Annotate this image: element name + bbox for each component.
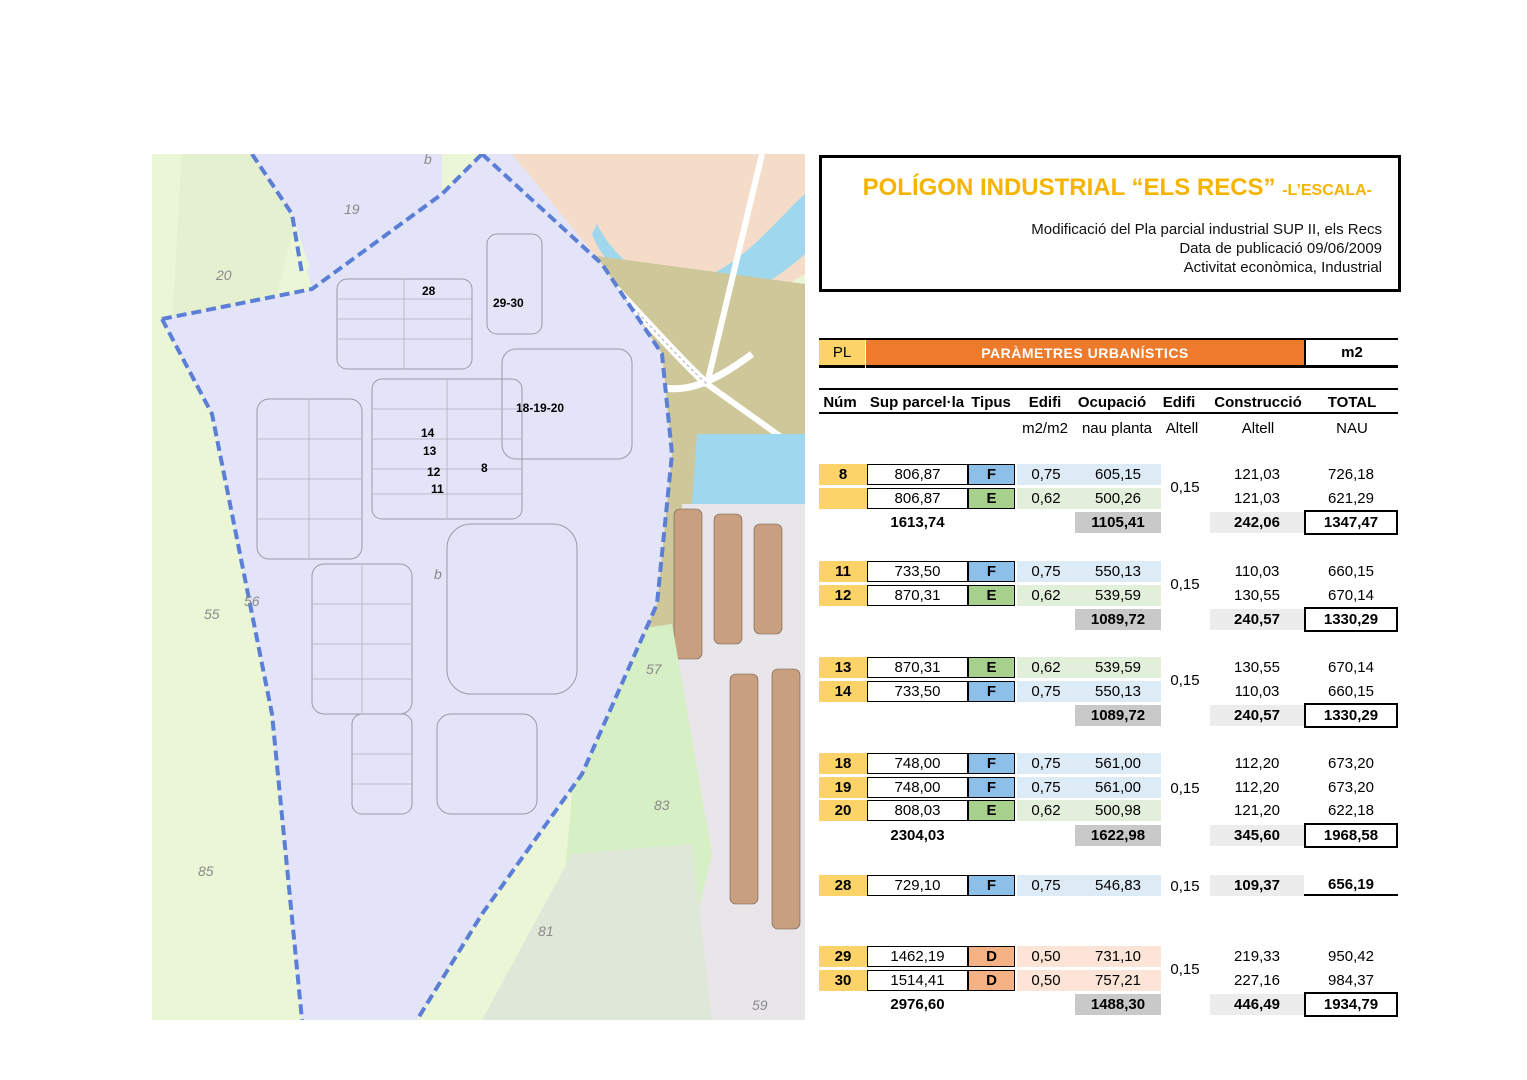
edificability: 0,75 <box>1017 753 1075 774</box>
header-unit: m2 <box>1306 340 1398 368</box>
subtitle-line-1: Modificació del Pla parcial industrial SUP II, els Recs <box>1031 221 1382 238</box>
sum-total: 1968,58 <box>1304 823 1398 848</box>
plot-type: F <box>968 875 1015 896</box>
building-total: 660,15 <box>1328 682 1374 700</box>
title-main: POLÍGON INDUSTRIAL “ELS RECS” <box>862 174 1276 201</box>
col-altell-unit: Altell <box>1165 420 1199 437</box>
plot-number: 12 <box>819 585 867 606</box>
sum-total: 1934,79 <box>1304 992 1398 1017</box>
sum-area <box>867 705 968 726</box>
mezzanine-edificability: 0,15 <box>1170 878 1200 896</box>
plot-number: 20 <box>819 800 867 821</box>
title-sub: -L’ESCALA- <box>1282 182 1372 199</box>
map-label-12: 12 <box>427 465 441 479</box>
cadastre-83: 83 <box>654 797 670 813</box>
col-construccio: Construcció <box>1214 394 1302 411</box>
sum-construction: 240,57 <box>1210 609 1304 630</box>
subtitle-line-3: Activitat econòmica, Industrial <box>1183 259 1382 276</box>
subtitle-line-2: Data de publicació 09/06/2009 <box>1179 240 1382 257</box>
plot-number: 8 <box>819 464 867 485</box>
sum-construction: 242,06 <box>1210 512 1304 533</box>
plot-area: 729,10 <box>867 875 968 896</box>
plot-type: E <box>968 800 1015 821</box>
occupation: 561,00 <box>1075 753 1161 774</box>
cadastre-57: 57 <box>646 661 662 677</box>
map-label-8: 8 <box>481 461 488 475</box>
plot-area: 733,50 <box>867 561 968 582</box>
building-total: 670,14 <box>1328 586 1374 604</box>
map-label-29-30: 29-30 <box>493 296 524 310</box>
plot-type: F <box>968 464 1015 485</box>
mezzanine-construction: 130,55 <box>1234 586 1280 604</box>
building-total: 660,15 <box>1328 563 1374 580</box>
map-label-14: 14 <box>421 426 435 440</box>
occupation: 605,15 <box>1075 464 1161 485</box>
col-tipus: Tipus <box>971 394 1011 411</box>
col-sup: Sup parcel·la <box>869 394 965 411</box>
cadastre-20: 20 <box>216 267 232 283</box>
edificability: 0,50 <box>1017 970 1075 991</box>
mezzanine-construction: 110,03 <box>1234 682 1280 700</box>
plot-number: 29 <box>819 946 867 967</box>
cadastre-81: 81 <box>538 923 554 939</box>
plot-number: 11 <box>819 561 867 582</box>
plot-type: F <box>968 777 1015 798</box>
col-total-unit: NAU <box>1336 420 1368 437</box>
plot-area: 808,03 <box>867 800 968 821</box>
site-map <box>152 154 805 1020</box>
plot-area: 1514,41 <box>867 970 968 991</box>
document-title <box>863 174 1372 202</box>
plot-number: 13 <box>819 657 867 678</box>
mezzanine-construction: 227,16 <box>1234 971 1280 989</box>
map-label-13: 13 <box>423 444 437 458</box>
sum-occupation: 1089,72 <box>1075 705 1161 726</box>
sum-area: 2304,03 <box>890 826 945 844</box>
plot-area: 870,31 <box>867 657 968 678</box>
plot-type: F <box>968 753 1015 774</box>
edificability: 0,62 <box>1017 488 1075 509</box>
col-construccio-unit: Altell <box>1241 420 1275 437</box>
plot-type: D <box>968 970 1015 991</box>
cadastre-85: 85 <box>198 863 214 879</box>
col-ocupacio-unit: nau planta <box>1081 420 1153 437</box>
edificability: 0,50 <box>1017 946 1075 967</box>
sum-occupation: 1488,30 <box>1075 994 1161 1015</box>
map-label-11: 11 <box>431 482 444 496</box>
sum-construction: 446,49 <box>1210 994 1304 1015</box>
edificability: 0,75 <box>1017 875 1075 896</box>
sum-occupation: 1089,72 <box>1075 609 1161 630</box>
mezzanine-construction: 109,37 <box>1210 875 1304 896</box>
header-pl: PL <box>819 340 865 368</box>
sum-total: 1330,29 <box>1304 607 1398 632</box>
plot-type: F <box>968 561 1015 582</box>
mezzanine-construction: 121,03 <box>1234 489 1280 507</box>
sum-total: 1347,47 <box>1304 510 1398 535</box>
sum-occupation: 1105,41 <box>1075 512 1161 533</box>
sum-area: 2976,60 <box>890 996 945 1013</box>
building-total: 984,37 <box>1328 971 1374 989</box>
sum-area: 1613,74 <box>890 514 945 531</box>
edificability: 0,62 <box>1017 800 1075 821</box>
cadastre-b-mid: b <box>434 566 442 582</box>
plot-number: 28 <box>819 875 867 896</box>
mezzanine-edificability: 0,15 <box>1170 479 1200 496</box>
plot-type: D <box>968 946 1015 967</box>
sum-construction: 345,60 <box>1210 825 1304 846</box>
occupation: 500,26 <box>1075 488 1161 509</box>
sum-occupation: 1622,98 <box>1075 825 1161 846</box>
mezzanine-construction: 110,03 <box>1234 563 1280 580</box>
sum-area <box>867 609 968 630</box>
cadastre-56: 56 <box>244 593 260 609</box>
building-total: 656,19 <box>1304 875 1398 896</box>
occupation: 731,10 <box>1075 946 1161 967</box>
plot-area: 748,00 <box>867 777 968 798</box>
cadastre-55: 55 <box>204 606 220 622</box>
mezzanine-construction: 219,33 <box>1234 948 1280 965</box>
plot-number <box>819 488 867 509</box>
building-total: 622,18 <box>1328 802 1374 819</box>
occupation: 500,98 <box>1075 800 1161 821</box>
mezzanine-construction: 112,20 <box>1234 778 1280 796</box>
mezzanine-edificability: 0,15 <box>1170 672 1200 689</box>
mezzanine-construction: 112,20 <box>1234 755 1280 772</box>
edificability: 0,62 <box>1017 657 1075 678</box>
mezzanine-edificability: 0,15 <box>1170 576 1200 593</box>
plot-type: E <box>968 488 1015 509</box>
site-map-drawing <box>152 154 805 1020</box>
mezzanine-construction: 130,55 <box>1234 659 1280 676</box>
edificability: 0,75 <box>1017 681 1075 702</box>
plot-area: 870,31 <box>867 585 968 606</box>
plot-type: E <box>968 585 1015 606</box>
sum-construction: 240,57 <box>1210 705 1304 726</box>
occupation: 539,59 <box>1075 657 1161 678</box>
occupation: 539,59 <box>1075 585 1161 606</box>
plot-type: E <box>968 657 1015 678</box>
col-ocupacio: Ocupació <box>1077 394 1147 411</box>
edificability: 0,75 <box>1017 777 1075 798</box>
plot-area: 1462,19 <box>867 946 968 967</box>
col-total: TOTAL <box>1327 394 1377 411</box>
map-label-28: 28 <box>422 284 436 298</box>
cadastre-59: 59 <box>752 997 768 1013</box>
plot-number: 14 <box>819 681 867 702</box>
sum-total: 1330,29 <box>1304 703 1398 728</box>
column-header-rule-bottom <box>819 412 1398 414</box>
plot-number: 19 <box>819 777 867 798</box>
plot-area: 748,00 <box>867 753 968 774</box>
occupation: 550,13 <box>1075 681 1161 702</box>
plot-number: 18 <box>819 753 867 774</box>
building-total: 621,29 <box>1328 489 1374 507</box>
cadastre-19: 19 <box>344 201 360 217</box>
plot-area: 806,87 <box>867 464 968 485</box>
mezzanine-construction: 121,20 <box>1234 802 1280 819</box>
col-edifi-unit: m2/m2 <box>1022 420 1068 437</box>
occupation: 561,00 <box>1075 777 1161 798</box>
col-edifi: Edifi <box>1028 394 1062 411</box>
building-total: 673,20 <box>1328 778 1374 796</box>
edificability: 0,62 <box>1017 585 1075 606</box>
column-header-rule-top <box>819 388 1398 390</box>
map-label-18-19-20: 18-19-20 <box>516 401 565 415</box>
plot-number: 30 <box>819 970 867 991</box>
plot-area: 806,87 <box>867 488 968 509</box>
occupation: 550,13 <box>1075 561 1161 582</box>
col-num: Núm <box>823 394 857 411</box>
building-total: 950,42 <box>1328 948 1374 965</box>
col-edifi-altell: Edifi <box>1162 394 1196 411</box>
building-total: 726,18 <box>1328 466 1374 483</box>
plot-area: 733,50 <box>867 681 968 702</box>
header-parameters: PARÀMETRES URBANÍSTICS <box>866 340 1306 368</box>
title-box <box>819 155 1401 292</box>
edificability: 0,75 <box>1017 464 1075 485</box>
cadastre-b-top: b <box>424 154 432 167</box>
occupation: 546,83 <box>1075 875 1161 896</box>
mezzanine-construction: 121,03 <box>1234 466 1280 483</box>
building-total: 670,14 <box>1328 659 1374 676</box>
edificability: 0,75 <box>1017 561 1075 582</box>
mezzanine-edificability: 0,15 <box>1170 779 1200 797</box>
mezzanine-edificability: 0,15 <box>1170 961 1200 978</box>
building-total: 673,20 <box>1328 755 1374 772</box>
occupation: 757,21 <box>1075 970 1161 991</box>
plot-type: F <box>968 681 1015 702</box>
